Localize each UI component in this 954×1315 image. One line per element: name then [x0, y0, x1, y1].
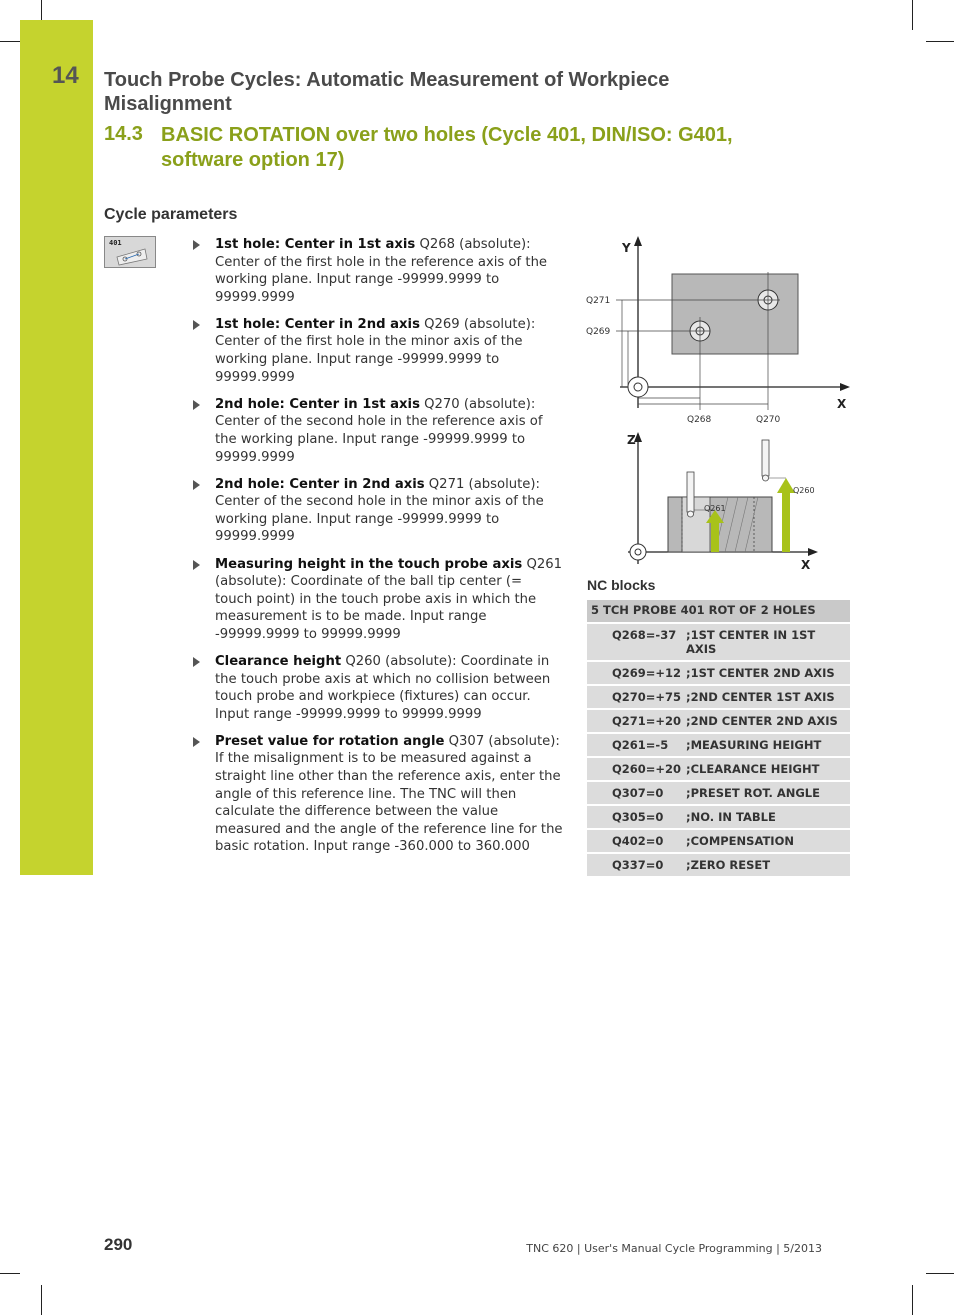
- param-item: [193, 236, 563, 306]
- nc-row: [587, 623, 850, 661]
- bullet-arrow-icon: [193, 560, 200, 570]
- param-name: Measuring height in the touch probe axis: [215, 556, 523, 572]
- chapter-title: Touch Probe Cycles: Automatic Measurement of Workpiece Misalignment: [104, 69, 670, 115]
- param-desc: Q260 (absolute): Coordinate in the touch probe axis at which no collision between touch probe and workpiece (fixtures) can occur. Input range -99999.9999 to 99999.9999: [215, 653, 551, 722]
- param-desc: Q271 (absolute): Center of the second hole in the minor axis of the working plane. Input range -99999.9999 to 99999.9999: [215, 476, 544, 545]
- nc-row: [587, 781, 850, 805]
- probe-clearance-icon: [762, 440, 769, 481]
- z-axis-label: Z: [627, 433, 636, 447]
- nc-comment: ;ZERO RESET: [686, 853, 850, 876]
- nc-code: Q305=0: [587, 805, 686, 829]
- nc-row: [587, 661, 850, 685]
- x-axis-label: X: [837, 397, 847, 411]
- nc-row: [587, 709, 850, 733]
- nc-header-cell: 5 TCH PROBE 401 ROT OF 2 HOLES: [587, 600, 850, 623]
- nc-row: [587, 829, 850, 853]
- param-item: [193, 396, 563, 466]
- nc-row: [587, 805, 850, 829]
- crop-mark: [926, 41, 954, 42]
- x-axis-label: X: [801, 558, 811, 572]
- param-item: [193, 733, 563, 856]
- xy-plane-diagram: [580, 232, 855, 425]
- nc-blocks-heading: NC blocks: [587, 577, 656, 593]
- footer-text: TNC 620 | User's Manual Cycle Programming | 5/2013: [526, 1242, 822, 1255]
- cycle-softkey-icon: [104, 236, 156, 268]
- crop-mark: [912, 1285, 913, 1315]
- nc-comment: ;COMPENSATION: [686, 829, 850, 853]
- crop-mark: [912, 0, 913, 30]
- x-axis-arrow-icon: [840, 383, 850, 391]
- nc-code: Q402=0: [587, 829, 686, 853]
- nc-row: [587, 685, 850, 709]
- param-name: 2nd hole: Center in 1st axis: [215, 396, 420, 412]
- nc-comment: ;PRESET ROT. ANGLE: [686, 781, 850, 805]
- nc-comment: ;NO. IN TABLE: [686, 805, 850, 829]
- section-title: BASIC ROTATION over two holes (Cycle 401, DIN/ISO: G401, software option 17): [161, 124, 733, 171]
- bullet-arrow-icon: [193, 737, 200, 747]
- nc-code: Q268=-37: [587, 623, 686, 661]
- page-number: 290: [104, 1235, 133, 1254]
- subsection-title: Cycle parameters: [104, 206, 238, 223]
- y-axis-arrow-icon: [634, 236, 642, 246]
- nc-code: Q261=-5: [587, 733, 686, 757]
- param-name: Preset value for rotation angle: [215, 733, 445, 749]
- section-number: 14.3: [104, 123, 143, 145]
- param-item: [193, 556, 563, 644]
- bullet-arrow-icon: [193, 240, 200, 250]
- nc-comment: ;MEASURING HEIGHT: [686, 733, 850, 757]
- param-item: [193, 316, 563, 386]
- nc-comment: ;1ST CENTER 2ND AXIS: [686, 661, 850, 685]
- nc-comment: ;CLEARANCE HEIGHT: [686, 757, 850, 781]
- workpiece: [672, 274, 798, 354]
- param-name: Clearance height: [215, 653, 342, 669]
- q260-label: Q260: [793, 486, 815, 495]
- bullet-arrow-icon: [193, 480, 200, 490]
- q269-label: Q269: [586, 327, 611, 337]
- param-desc: Q270 (absolute): Center of the second hole in the reference axis of the working plane. Input range -99999.9999 to 99999.9999: [215, 396, 543, 465]
- crop-mark: [41, 0, 42, 20]
- nc-comment: ;2ND CENTER 1ST AXIS: [686, 685, 850, 709]
- param-name: 2nd hole: Center in 2nd axis: [215, 476, 425, 492]
- nc-blocks-table: [587, 600, 850, 876]
- zx-side-diagram: [620, 430, 820, 575]
- nc-comment: ;2ND CENTER 2ND AXIS: [686, 709, 850, 733]
- param-desc: Q261 (absolute): Coordinate of the ball tip center (= touch point) in the touch probe axis in which the measurement is to be made. Input range -99999.9999 to 99999.9999: [215, 556, 563, 642]
- nc-row: [587, 733, 850, 757]
- x-axis-arrow-icon: [808, 548, 818, 556]
- bullet-arrow-icon: [193, 320, 200, 330]
- crop-mark: [926, 1273, 954, 1274]
- param-name: 1st hole: Center in 1st axis: [215, 237, 416, 252]
- chapter-number: 14: [52, 62, 79, 89]
- q261-label: Q261: [704, 504, 726, 513]
- probe-measuring-icon: [687, 472, 694, 517]
- softkey-label: 401: [109, 239, 122, 247]
- origin-icon: [630, 544, 646, 560]
- param-name: 1st hole: Center in 2nd axis: [215, 316, 420, 332]
- chapter-sidebar: [20, 20, 93, 875]
- nc-comment: ;1ST CENTER IN 1ST AXIS: [686, 623, 850, 661]
- crop-mark: [0, 1273, 20, 1274]
- nc-row: [587, 757, 850, 781]
- parameter-list: [193, 236, 563, 866]
- nc-code: Q260=+20: [587, 757, 686, 781]
- param-item: [193, 476, 563, 546]
- crop-mark: [41, 1285, 42, 1315]
- nc-code: Q270=+75: [587, 685, 686, 709]
- param-desc: Q307 (absolute): If the misalignment is to be measured against a straight line other than the reference axis, enter the angle of this reference line. The TNC will then calculate the difference between the value measured and the angle of the reference line for the basic rotation. Input range -360.000 to 360.000: [215, 733, 563, 855]
- nc-header-row: [587, 600, 850, 623]
- nc-row: [587, 853, 850, 876]
- softkey-graphic: [105, 237, 155, 267]
- bullet-arrow-icon: [193, 657, 200, 667]
- nc-code: Q271=+20: [587, 709, 686, 733]
- nc-code: Q337=0: [587, 853, 686, 876]
- nc-code: Q269=+12: [587, 661, 686, 685]
- q270-label: Q270: [756, 415, 781, 425]
- q268-label: Q268: [687, 415, 712, 425]
- param-desc: Q269 (absolute): Center of the first hole in the minor axis of the working plane. Input range -99999.9999 to 99999.9999: [215, 316, 536, 385]
- bullet-arrow-icon: [193, 400, 200, 410]
- crop-mark: [0, 41, 20, 42]
- origin-icon: [628, 377, 648, 397]
- q271-label: Q271: [586, 296, 611, 306]
- param-desc: Q268 (absolute): Center of the first hole in the reference axis of the working plane. Input range -99999.9999 to 99999.9999: [215, 237, 548, 305]
- nc-code: Q307=0: [587, 781, 686, 805]
- param-item: [193, 653, 563, 723]
- y-axis-label: Y: [622, 241, 631, 255]
